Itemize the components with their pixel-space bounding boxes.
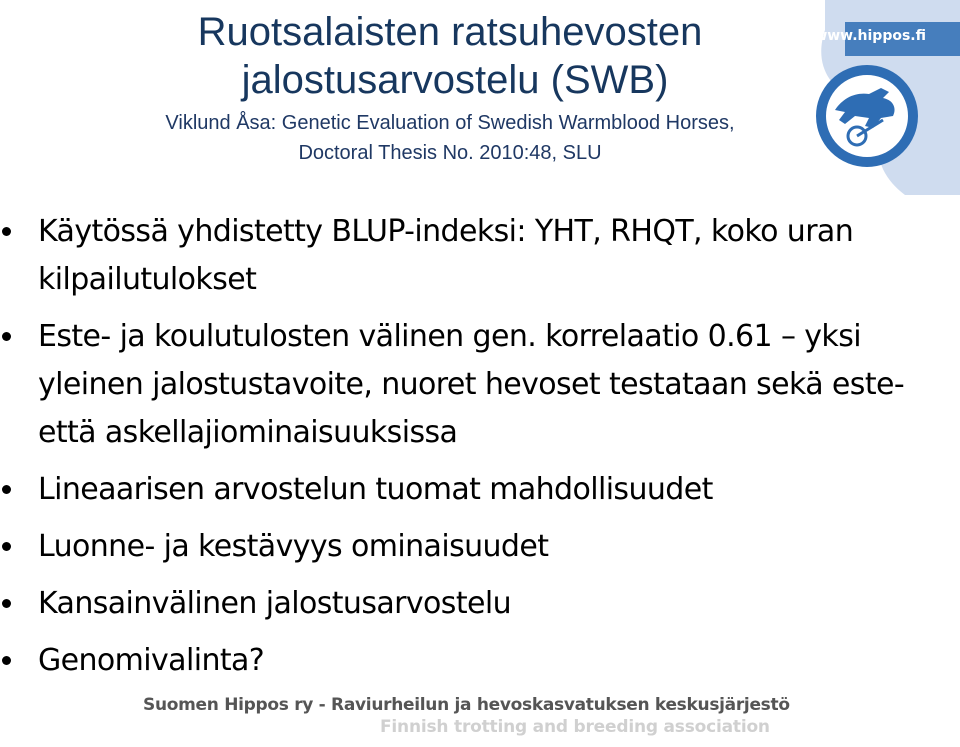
slide-title-line-1: Ruotsalaisten ratsuhevosten — [197, 10, 703, 54]
bullet-text: Luonne- ja kestävyys ominaisuudet — [38, 529, 549, 564]
footer — [0, 687, 960, 747]
subtitle-line-2: Doctoral Thesis No. 2010:48, SLU — [298, 142, 602, 164]
title-block — [0, 8, 900, 168]
bullet-dot-icon — [2, 656, 11, 665]
bullet-list — [0, 208, 920, 694]
bullet-dot-icon — [2, 485, 11, 494]
subtitle-line-1: Viklund Åsa: Genetic Evaluation of Swedish Warmblood Horses, — [165, 112, 735, 134]
slide-title-line-2: jalostusarvostelu (SWB) — [241, 58, 669, 102]
bullet-text: Este- ja koulutulosten välinen gen. korrelaatio 0.61 – yksi yleinen jalostustavoite, nuoret hevoset testataan sekä este- että askellajiominaisuuksissa — [38, 319, 905, 450]
bullet-item — [0, 637, 920, 685]
bullet-item — [0, 523, 920, 571]
bullet-text: Kansainvälinen jalostusarvostelu — [38, 586, 512, 621]
bullet-dot-icon — [2, 227, 11, 236]
bullet-text: Genomivalinta? — [38, 643, 265, 678]
bullet-item — [0, 466, 920, 514]
bullet-item — [0, 313, 920, 457]
bullet-dot-icon — [2, 599, 11, 608]
bullet-text: Lineaarisen arvostelun tuomat mahdollisuudet — [38, 472, 713, 507]
footer-finnish-text: Suomen Hippos ry - Raviurheilun ja hevoskasvatuksen keskusjärjestö — [143, 695, 790, 715]
bullet-dot-icon — [2, 542, 11, 551]
bullet-item — [0, 580, 920, 628]
bullet-dot-icon — [2, 332, 11, 341]
bullet-item — [0, 208, 920, 304]
footer-english-text: Finnish trotting and breeding association — [380, 717, 770, 737]
logo-url: www.hippos.fi — [814, 28, 926, 44]
bullet-text: Käytössä yhdistetty BLUP-indeksi: YHT, RHQT, koko uran kilpailutulokset — [38, 214, 854, 297]
hippos-logo — [785, 0, 960, 195]
subtitle — [0, 108, 900, 168]
